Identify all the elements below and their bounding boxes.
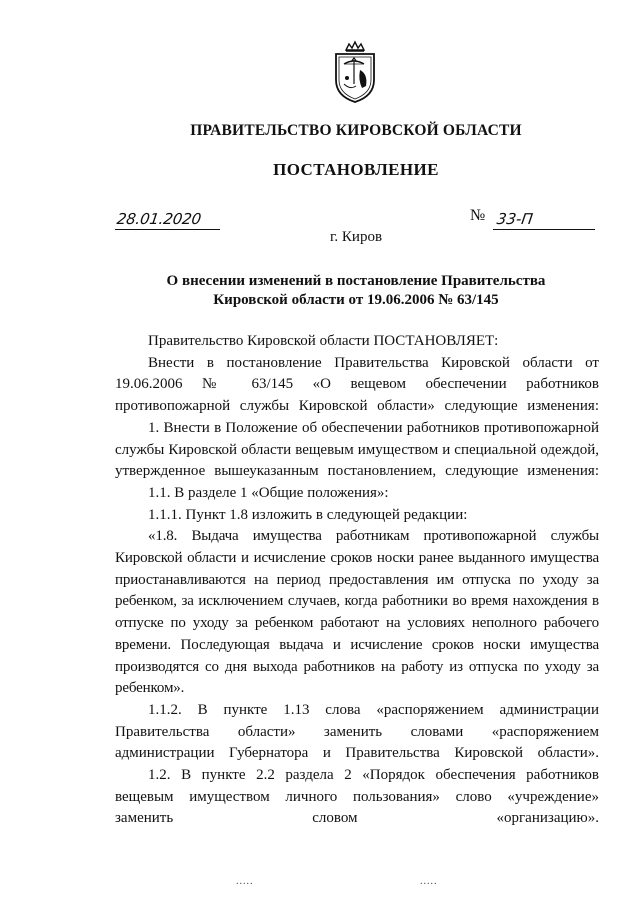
subject-heading <box>140 272 572 310</box>
date-field <box>115 211 220 230</box>
footer-mark-left: ..... <box>236 876 254 887</box>
preamble-paragraph: Правительство Кировской области ПОСТАНОВЛЯЕТ: <box>148 333 499 349</box>
document-type-heading: ПОСТАНОВЛЕНИЕ <box>273 160 439 179</box>
handwritten-date: 28.01.2020 <box>115 210 203 228</box>
quote-1-8-paragraph: «1.8. Выдача имущества работникам противопожарной службы Кировской области и исчисление сроков носки ранее выданного имущества приостанавливаются на период предоставления им отпуска по уходу за ребенком, за исключением случаев, когда работники во время нахождения в отпуске по уходу за ребенком работают на условиях неполного рабочего времени. Последующая выдача и исчисление сроков носки имущества производятся со дня выхода работников на работу из отпуска по уходу за ребенком». <box>115 528 599 697</box>
number-field <box>493 211 595 230</box>
government-title: ПРАВИТЕЛЬСТВО КИРОВСКОЙ ОБЛАСТИ <box>190 122 522 139</box>
item-1-1-paragraph: 1.1. В разделе 1 «Общие положения»: <box>148 484 389 501</box>
item-1-2-paragraph: 1.2. В пункте 2.2 раздела 2 «Порядок обеспечения работников вещевым имуществом личного пользования» слово «учреждение» заменить словом «организацию». <box>115 767 599 827</box>
footer-mark-right: ..... <box>420 876 438 887</box>
subject-line-1: О внесении изменений в постановление Правительства <box>166 273 546 289</box>
item-1-paragraph: 1. Внести в Положение об обеспечении работников противопожарной службы Кировской области вещевым имуществом и специальной одеждой, утвержденное вышеуказанным постановлением, следующие изменения: <box>115 419 599 480</box>
handwritten-number: 33-П <box>495 210 535 228</box>
item-1-1-2-paragraph: 1.1.2. В пункте 1.13 слова «распоряжением администрации Правительства области» заменить словами «распоряжением администрации Губернатора и Правительства Кировской области». <box>115 701 599 762</box>
document-body <box>115 331 599 830</box>
intro-paragraph: Внести в постановление Правительства Кировской области от 19.06.2006 № 63/145 «О вещевом обеспечении работников противопожарной службы Кировской области» следующие изменения: <box>115 354 599 415</box>
item-1-1-1-paragraph: 1.1.1. Пункт 1.8 изложить в следующей редакции: <box>148 506 468 523</box>
city-label: г. Киров <box>329 229 383 245</box>
kirov-coat-of-arms-icon <box>330 40 380 104</box>
subject-line-2: Кировской области от 19.06.2006 № 63/145 <box>213 292 499 308</box>
number-symbol: № <box>470 207 486 224</box>
